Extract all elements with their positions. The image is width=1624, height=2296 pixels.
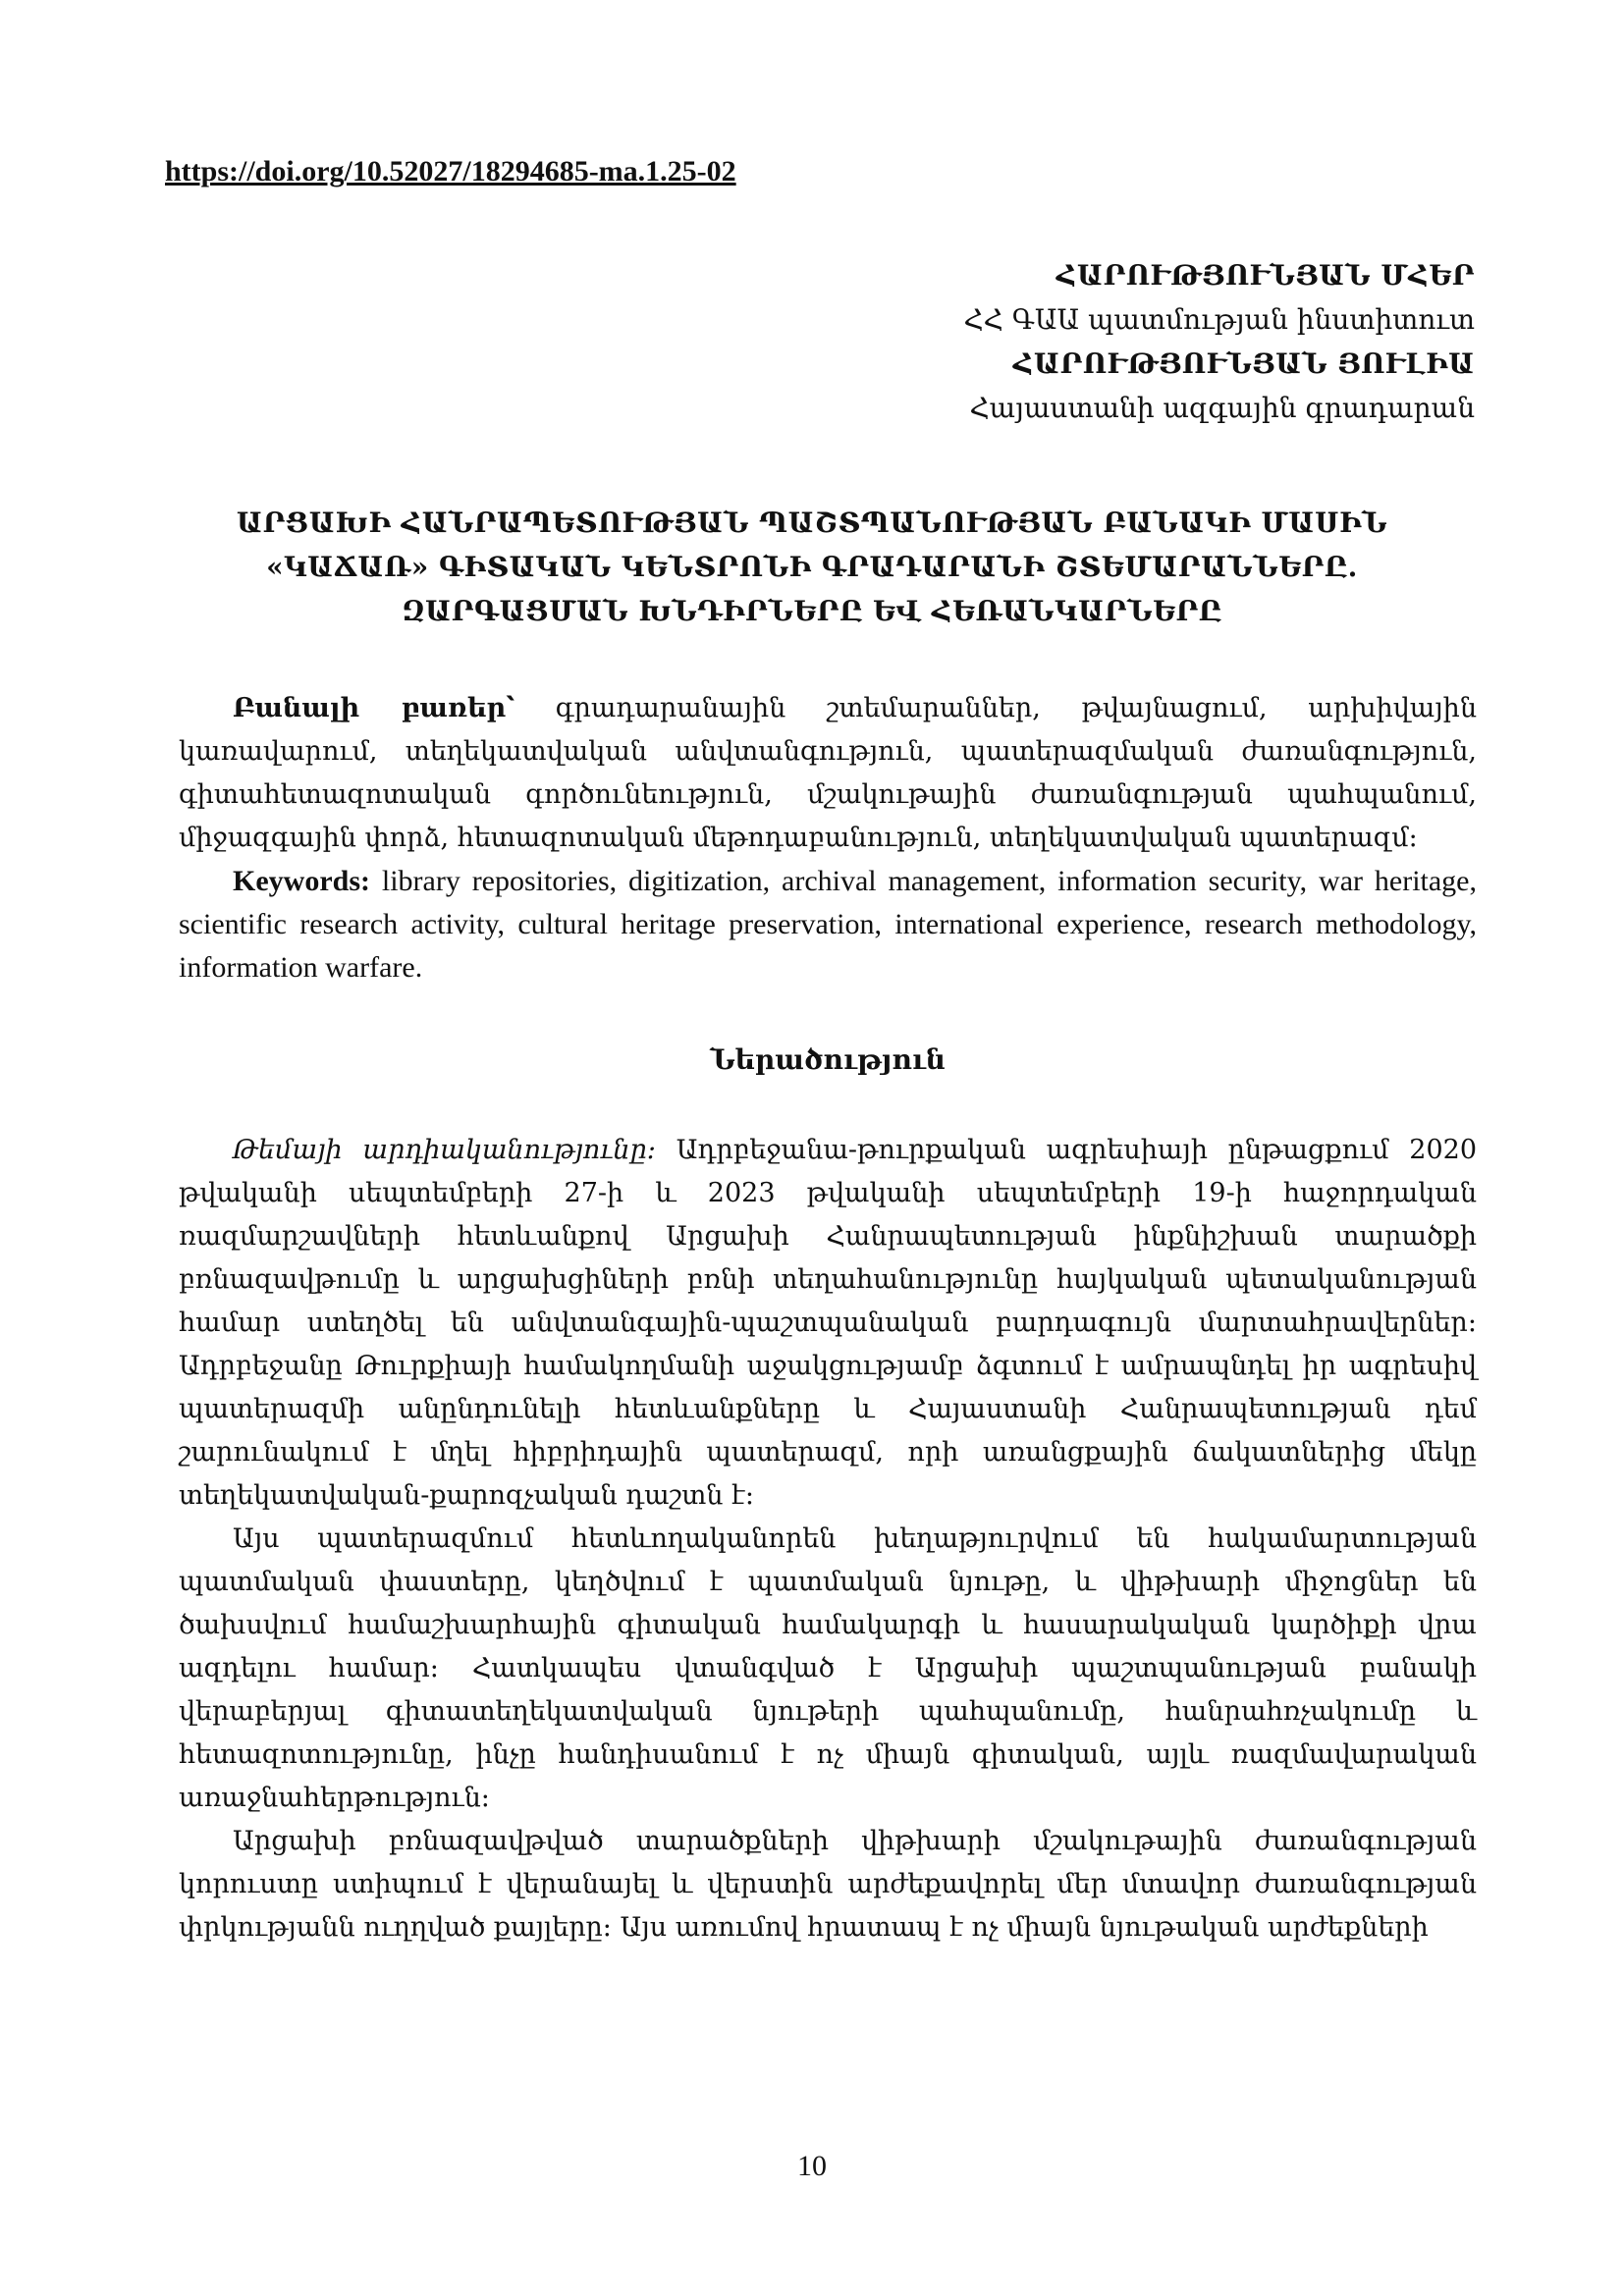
title-line: ԱՐՑԱԽԻ ՀԱՆՐԱՊԵՏՈՒԹՅԱՆ ՊԱՇՏՊԱՆՈՒԹՅԱՆ ԲԱՆԱԿԻ ՄԱՍԻՆ (236, 507, 1388, 539)
keywords-english (179, 860, 1477, 989)
paragraph (179, 1129, 1477, 1518)
article-title (147, 501, 1477, 633)
author-affiliation: ՀՀ ԳԱԱ պատմության ինստիտուտ (963, 303, 1475, 336)
keywords-text: գրադարանային շտեմարաններ, թվայնացում, արխիվային կառավարում, տեղեկատվական անվտանգություն, պատերազմական ժառանգություն, գիտահետազոտական գործունեություն, մշակութային ժառանգության պահպանում, միջազգային փորձ, հետազոտական մեթոդաբանություն, տեղեկատվական պատերազմ։ (179, 693, 1477, 853)
author-name: ՀԱՐՈՒԹՅՈՒՆՅԱՆ ՄՀԵՐ (1056, 259, 1475, 292)
keywords-label: Բանալի բառեր՝ (233, 693, 514, 723)
doi-link[interactable]: https://doi.org/10.52027/18294685-ma.1.25-02 (165, 155, 736, 187)
paragraph: Արցախի բռնազավթված տարածքների վիթխարի մշակութային ժառանգության կորուստը ստիպում է վերանայել և վերստին արժեքավորել մեր մտավոր ժառանգության փրկությանն ուղղված քայլերը։ Այս առումով հրատապ է ոչ միայն նյութական արժեքների (179, 1826, 1477, 1943)
keywords-label: Keywords: (233, 865, 370, 897)
title-line: «ԿԱՃԱՌ» ԳԻՏԱԿԱՆ ԿԵՆՏՐՈՆԻ ԳՐԱԴԱՐԱՆԻ ՇՏԵՄԱՐԱՆՆԵՐԸ. (266, 551, 1358, 583)
keywords-armenian (179, 687, 1477, 860)
author-affiliation: Հայաստանի ազգային գրադարան (969, 392, 1475, 424)
paragraph-text: Ադրբեջանա-թուրքական ագրեսիայի ընթացքում 2020 թվականի սեպտեմբերի 27-ի և 2023 թվականի սեպտեմբերի 19-ի հաջորդական ռազմարշավների հետևանքով Արցախի Հանրապետության ինքնիշխան տարածքի բռնազավթումը և արցախցիների բռնի տեղահանությունը հայկական պետականության համար ստեղծել են անվտանգային-պաշտպանական բարդագույն մարտահրավերներ։ Ադրբեջանը Թուրքիայի համակողմանի աջակցությամբ ձգտում է ամրապնդել իր ագրեսիվ պատերազմի անընդունելի հետևանքները և Հայաստանի Հանրապետության դեմ շարունակում է մղել հիբրիդային պատերազմ, որի առանցքային ճակատներից մեկը տեղեկատվական-քարոզչական դաշտն է։ (179, 1135, 1478, 1511)
article-body (179, 687, 1477, 1949)
author-block (591, 253, 1475, 430)
author-name: ՀԱՐՈՒԹՅՈՒՆՅԱՆ ՅՈՒԼԻԱ (1012, 347, 1475, 380)
paragraph-lead: Թեմայի արդիականությունը։ (233, 1135, 656, 1165)
title-line: ԶԱՐԳԱՑՄԱՆ ԽՆԴԻՐՆԵՐԸ ԵՎ ՀԵՌԱՆԿԱՐՆԵՐԸ (402, 595, 1222, 627)
paragraph: Այս պատերազմում հետևողականորեն խեղաթյուրվում են հակամարտության պատմական փաստերը, կեղծվում է պատմական նյութը, և վիթխարի միջոցներ են ծախսվում համաշխարհային գիտական համակարգի և հասարակական կարծիքի վրա ազդելու համար։ Հատկապես վտանգված է Արցախի պաշտպանության բանակի վերաբերյալ գիտատեղեկատվական նյութերի պահպանումը, հանրահռչակումը և հետազոտությունը, ինչը հանդիսանում է ոչ միայն գիտական, այլև ռազմավարական առաջնահերթություն։ (179, 1523, 1477, 1813)
keywords-text: library repositories, digitization, archival management, information security, war heritage, scientific research activity, cultural heritage preservation, international experience, research methodology, information warfare. (179, 865, 1477, 984)
section-heading: Ներածություն (710, 1043, 946, 1076)
page-number: 10 (797, 2150, 827, 2182)
